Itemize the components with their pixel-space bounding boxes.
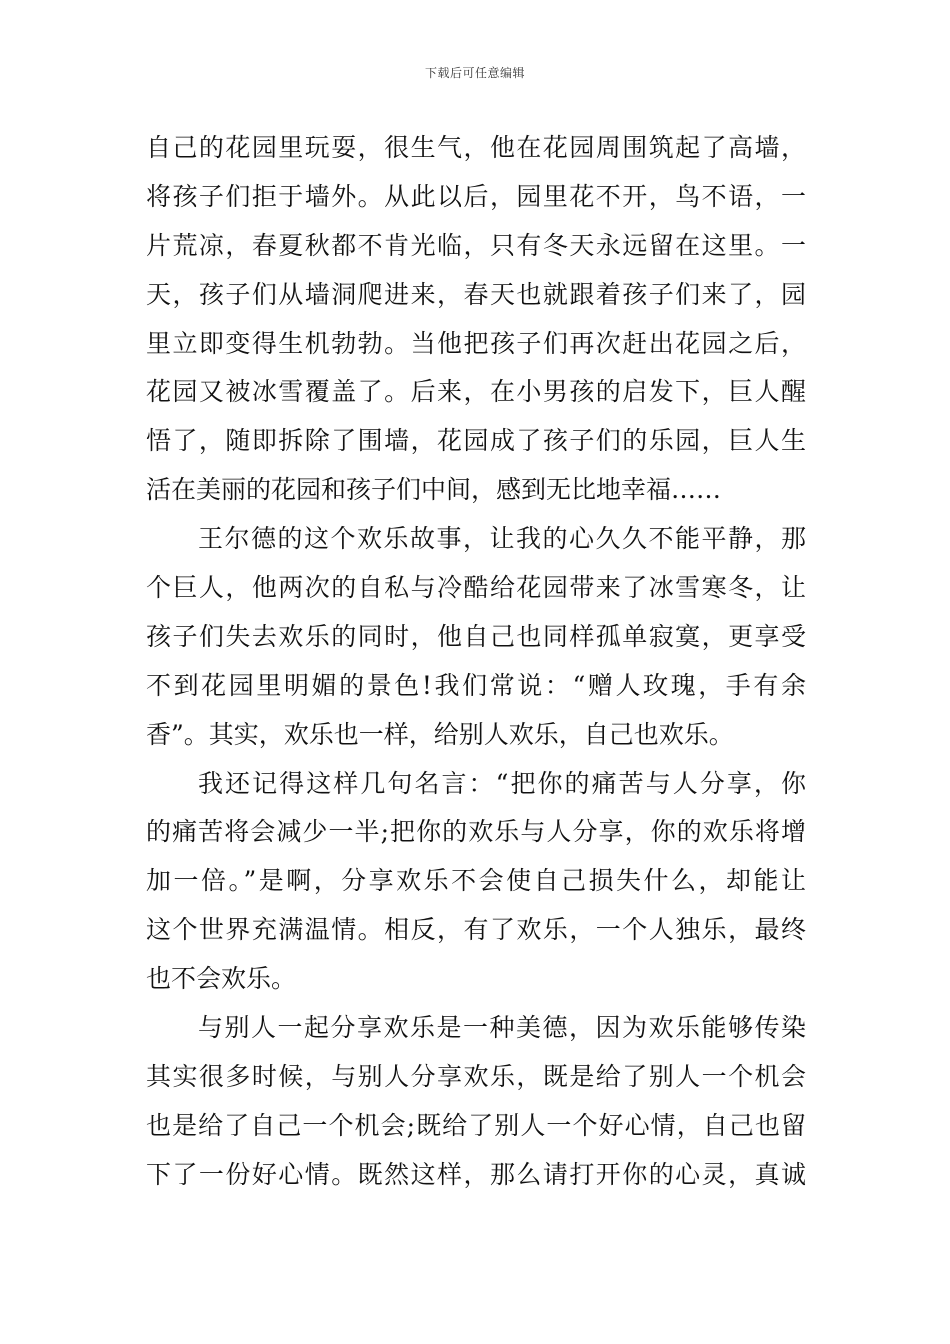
- text-line: 花园又被冰雪覆盖了。后来，在小男孩的启发下，巨人醒: [146, 377, 806, 407]
- text-line: 自己的花园里玩耍，很生气，他在花园周围筑起了高墙，: [146, 133, 806, 162]
- paragraph-2: [146, 515, 806, 759]
- text-line: 悟了，随即拆除了围墙，花园成了孩子们的乐园，巨人生: [146, 426, 806, 456]
- paragraph-1: [146, 124, 806, 515]
- text-line: 加一倍。”是啊，分享欢乐不会使自己损失什么，却能让: [146, 866, 806, 896]
- text-line: 将孩子们拒于墙外。从此以后，园里花不开，鸟不语，一: [146, 181, 806, 211]
- paragraph-3: [146, 760, 806, 1004]
- text-line: 活在美丽的花园和孩子们中间，感到无比地幸福……: [146, 475, 722, 505]
- text-line: 的痛苦将会减少一半;把你的欢乐与人分享，你的欢乐将增: [146, 817, 806, 847]
- text-line: 下了一份好心情。既然这样，那么请打开你的心灵，真诚: [146, 1159, 806, 1189]
- text-line: 与别人一起分享欢乐是一种美德，因为欢乐能够传染: [198, 1013, 806, 1043]
- text-line: 片荒凉，春夏秋都不肯光临，只有冬天永远留在这里。一: [146, 230, 806, 260]
- text-line: 里立即变得生机勃勃。当他把孩子们再次赶出花园之后，: [146, 328, 806, 358]
- text-line: 其实很多时候，与别人分享欢乐，既是给了别人一个机会: [146, 1061, 806, 1091]
- text-line: 王尔德的这个欢乐故事，让我的心久久不能平静，那: [198, 524, 806, 554]
- text-line: 也是给了自己一个机会;既给了别人一个好心情，自己也留: [146, 1110, 806, 1140]
- paragraph-4: [146, 1004, 806, 1200]
- text-line: 也不会欢乐。: [146, 964, 297, 994]
- text-line: 个巨人，他两次的自私与冷酷给花园带来了冰雪寒冬，让: [146, 573, 806, 603]
- text-line: 孩子们失去欢乐的同时，他自己也同样孤单寂寞，更享受: [146, 621, 806, 651]
- text-line: 天，孩子们从墙洞爬进来，春天也就跟着孩子们来了，园: [146, 279, 806, 309]
- text-line: 不到花园里明媚的景色!我们常说：“赠人玫瑰，手有余: [146, 670, 806, 700]
- page-header: 下载后可任意编辑: [424, 66, 525, 80]
- text-line: 这个世界充满温情。相反，有了欢乐，一个人独乐，最终: [146, 915, 806, 945]
- document-body: [146, 124, 806, 1200]
- text-line: 香”。其实，欢乐也一样，给别人欢乐，自己也欢乐。: [146, 719, 734, 749]
- text-line: 我还记得这样几句名言：“把你的痛苦与人分享，你: [198, 768, 806, 798]
